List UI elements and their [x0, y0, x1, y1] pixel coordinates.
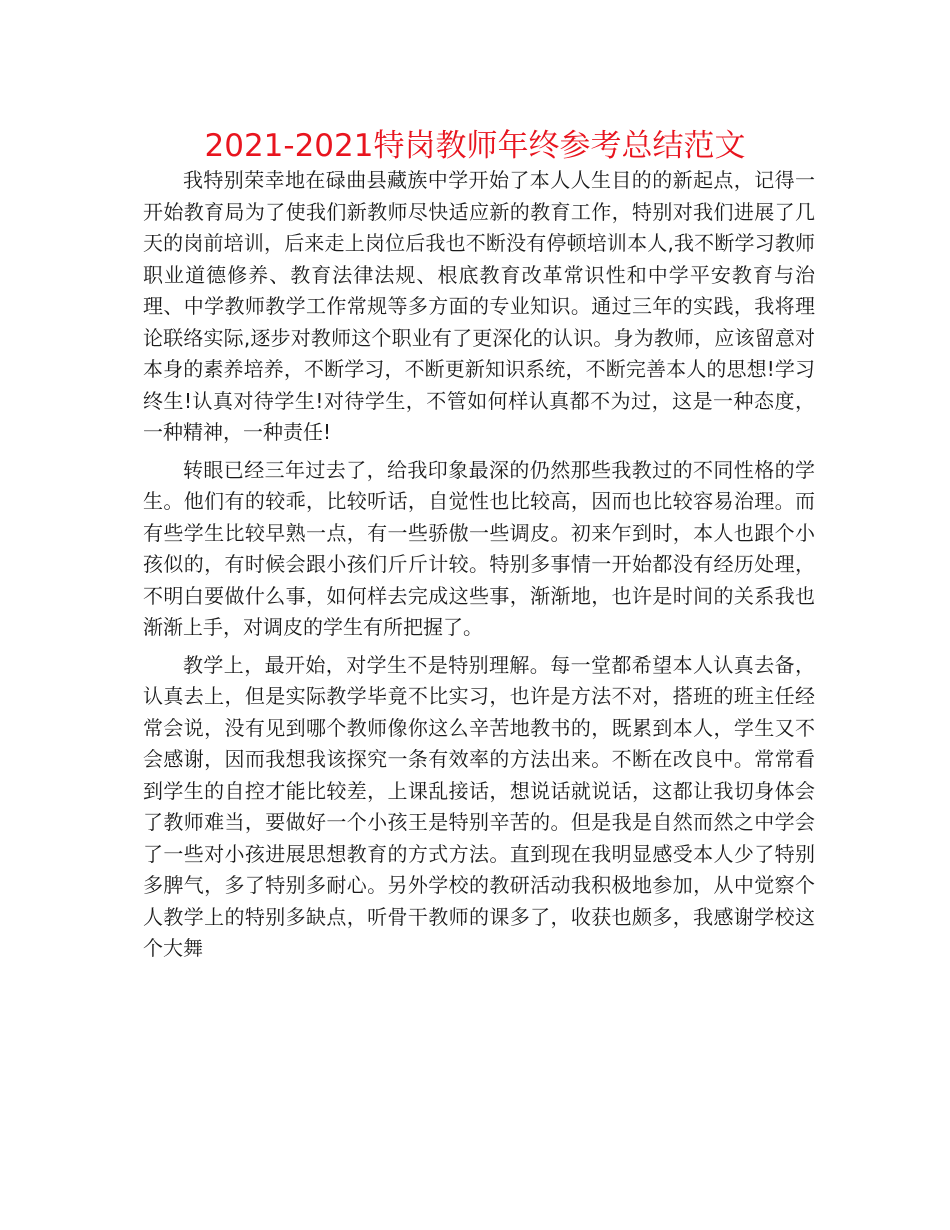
- document-body: [143, 165, 815, 971]
- paragraph-1: 我特别荣幸地在碌曲县藏族中学开始了本人人生目的的新起点，记得一开始教育局为了使我们新教师尽快适应新的教育工作，特别对我们进展了几天的岗前培训，后来走上岗位后我也不断没有停顿培训本人,我不断学习教师职业道德修养、教育法律法规、根底教育改革常识性和中学平安教育与治理、中学教师教学工作常规等多方面的专业知识。通过三年的实践，我将理论联络实际,逐步对教师这个职业有了更深化的认识。身为教师，应该留意对本身的素养培养，不断学习，不断更新知识系统，不断完善本人的思想!学习终生!认真对待学生!对待学生，不管如何样认真都不为过，这是一种态度，一种精神，一种责任!: [143, 168, 815, 444]
- document-title: 2021-2021特岗教师年终参考总结范文: [204, 128, 746, 164]
- paragraph-2: 转眼已经三年过去了，给我印象最深的仍然那些我教过的不同性格的学生。他们有的较乖，比较听话，自觉性也比较高，因而也比较容易治理。而有些学生比较早熟一点，有一些骄傲一些调皮。初来乍到时，本人也跟个小孩似的，有时候会跟小孩们斤斤计较。特别多事情一开始都没有经历处理，不明白要做什么事，如何样去完成这些事，渐渐地，也许是时间的关系我也渐渐上手，对调皮的学生有所把握了。: [143, 457, 815, 639]
- paragraph-3: 教学上，最开始，对学生不是特别理解。每一堂都希望本人认真去备，认真去上，但是实际教学毕竟不比实习，也许是方法不对，搭班的班主任经常会说，没有见到哪个教师像你这么辛苦地教书的，既累到本人，学生又不会感谢，因而我想我该探究一条有效率的方法出来。不断在改良中。常常看到学生的自控才能比较差，上课乱接话，想说话就说话，这都让我切身体会了教师难当，要做好一个小孩王是特别辛苦的。但是我是自然而然之中学会了一些对小孩进展思想教育的方式方法。直到现在我明显感受本人少了特别多脾气，多了特别多耐心。另外学校的教研活动我积极地参加，从中觉察个人教学上的特别多缺点，听骨干教师的课多了，收获也颇多，我感谢学校这个大舞: [143, 652, 815, 960]
